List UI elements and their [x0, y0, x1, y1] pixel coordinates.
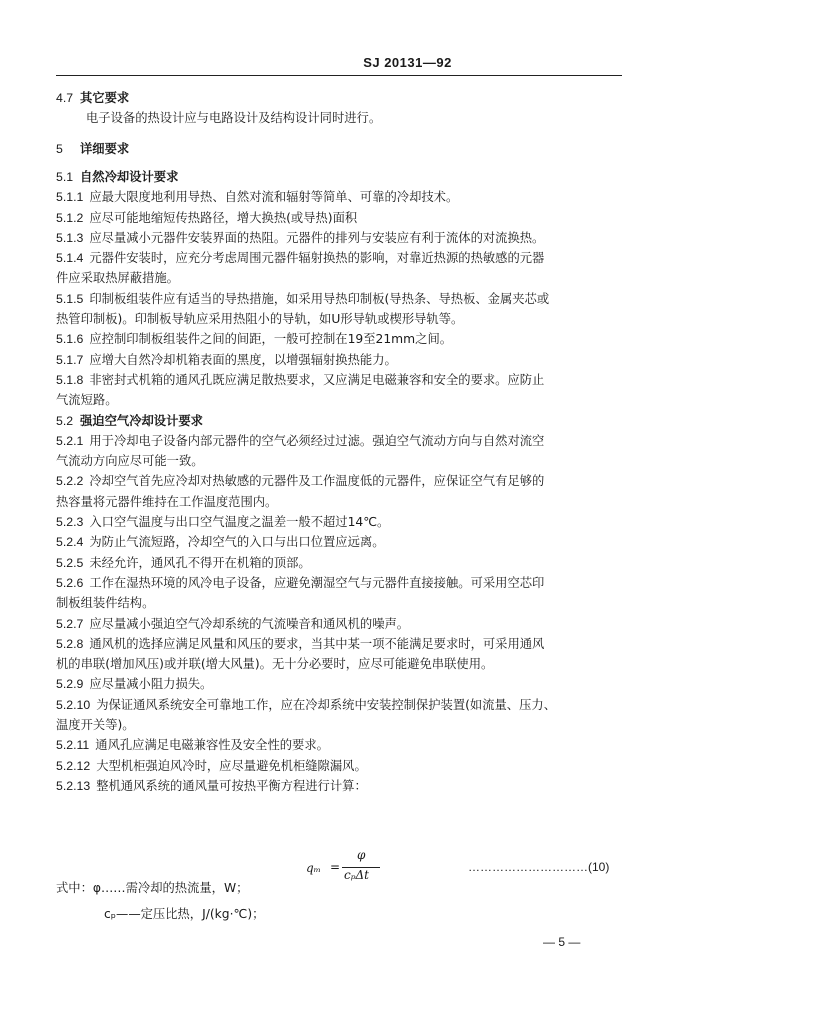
clause-number: 4.7	[56, 91, 74, 105]
clause-text: 应最大限度地利用导热、自然对流和辐射等简单、可靠的冷却技术。	[89, 190, 459, 205]
clause-number: 5.2	[56, 413, 74, 428]
clause-text: 热管印制板)。印制板导轨应采用热阻小的导轨，如U形导轨或楔形导轨等。	[56, 312, 464, 326]
formula-equals: =	[330, 860, 341, 874]
clause-number: 5.2.4	[56, 535, 84, 550]
clause-text: 应尽可能地缩短传热路径，增大换热(或导热)面积	[89, 210, 358, 225]
formula-numerator: φ	[357, 848, 366, 862]
body-line	[56, 473, 544, 489]
clause-number: 5.1	[56, 169, 74, 184]
clause-number: 5.2.2	[56, 474, 84, 489]
clause-number: 5.1.4	[56, 251, 84, 266]
page-number: — 5 —	[543, 935, 581, 949]
clause-text: 印制板组装件应有适当的导热措施，如采用导热印制板(导热条、导热板、金属夹芯或	[89, 291, 550, 306]
body-line	[56, 758, 367, 774]
body-line	[56, 433, 544, 449]
clause-text: 强迫空气冷却设计要求	[80, 413, 203, 428]
body-line	[56, 392, 118, 408]
clause-number: 5.1.8	[56, 372, 84, 387]
clause-number: 5.1.2	[56, 210, 84, 225]
clause-text: 电子设备的热设计应与电路设计及结构设计同时进行。	[86, 111, 382, 126]
body-line	[56, 291, 549, 307]
section-heading	[56, 90, 129, 106]
clause-number: 5.2.7	[56, 616, 84, 631]
body-line	[56, 778, 367, 794]
clause-text: 通风机的选择应满足风量和风压的要求，当其中某一项不能满足要求时，可采用通风	[89, 636, 545, 651]
clause-text: 件应采取热屏蔽措施。	[56, 271, 179, 286]
clause-text: 大型机柜强迫风冷时，应尽量避免机柜缝隙漏风。	[96, 758, 367, 773]
equation-number: …………………………(10)	[468, 860, 610, 874]
clause-number: 5.2.5	[56, 555, 84, 570]
body-line	[56, 270, 179, 286]
clause-number: 5.2.8	[56, 636, 84, 651]
clause-number: 5.2.13	[56, 778, 91, 793]
body-line	[56, 595, 154, 611]
body-line	[56, 737, 329, 753]
body-line	[56, 372, 544, 388]
body-line	[56, 189, 458, 205]
body-line	[56, 230, 544, 246]
clause-number: 5.2.6	[56, 575, 84, 590]
body-line	[56, 352, 397, 368]
section-heading	[56, 141, 129, 157]
body-line	[56, 697, 556, 713]
body-line	[56, 676, 212, 692]
clause-text: 冷却空气首先应冷却对热敏感的元器件及工作温度低的元器件，应保证空气有足够的	[89, 474, 545, 489]
clause-text: 用于冷却电子设备内部元器件的空气必须经过过滤。强迫空气流动方向与自然对流空	[89, 433, 545, 448]
standard-number-header: SJ 20131—92	[363, 55, 452, 70]
clause-text: 温度开关等)。	[56, 718, 135, 732]
body-line	[56, 555, 311, 571]
clause-text: 应控制印制板组装件之间的间距，一般可控制在19至21mm之间。	[89, 332, 453, 347]
clause-text: 应尽量减小阻力损失。	[89, 677, 213, 692]
body-line	[56, 616, 409, 632]
clause-number: 5	[56, 141, 63, 156]
clause-text: 通风孔应满足电磁兼容性及安全性的要求。	[95, 738, 329, 753]
body-line	[56, 210, 357, 226]
body-line	[56, 311, 463, 327]
body-line	[56, 514, 389, 530]
body-line	[56, 453, 204, 469]
clause-text: 工作在湿热环境的风冷电子设备，应避免潮湿空气与元器件直接接触。可采用空芯印	[89, 575, 545, 590]
header-rule	[56, 75, 622, 76]
clause-text: 气流动方向应尽可能一致。	[56, 454, 204, 469]
body-line	[56, 494, 277, 510]
clause-text: 未经允许，通风孔不得开在机箱的顶部。	[89, 555, 311, 570]
clause-number: 5.1.1	[56, 190, 84, 205]
body-line	[86, 110, 381, 126]
formula-lhs: qₘ	[306, 861, 322, 875]
clause-number: 5.1.3	[56, 230, 84, 245]
where-line: cₚ——定压比热，J/(kg·℃)；	[104, 907, 265, 921]
clause-text: 整机通风系统的通风量可按热平衡方程进行计算：	[96, 778, 367, 793]
clause-number: 5.2.12	[56, 758, 91, 773]
clause-text: 自然冷却设计要求	[80, 169, 179, 184]
clause-text: 为防止气流短路，冷却空气的入口与出口位置应远离。	[89, 535, 385, 550]
body-line	[56, 717, 135, 733]
body-line	[56, 534, 385, 550]
body-line	[56, 636, 544, 652]
clause-text: 热容量将元器件维持在工作温度范围内。	[56, 494, 278, 509]
clause-text: 非密封式机箱的通风孔既应满足散热要求，又应满足电磁兼容和安全的要求。应防止	[89, 372, 545, 387]
section-heading	[56, 169, 178, 185]
clause-text: 入口空气温度与出口空气温度之温差一般不超过14℃。	[89, 515, 390, 529]
clause-text: 气流短路。	[56, 393, 118, 408]
section-heading	[56, 413, 203, 429]
clause-text: 其它要求	[80, 91, 130, 105]
clause-number: 5.2.11	[56, 738, 90, 753]
clause-text: 应尽量减小元器件安装界面的热阻。元器件的排列与安装应有利于流体的对流换热。	[89, 230, 545, 245]
clause-text: 元器件安装时，应充分考虑周围元器件辐射换热的影响，对靠近热源的热敏感的元器	[89, 251, 545, 266]
clause-number: 5.2.10	[56, 697, 91, 712]
clause-number: 5.1.7	[56, 352, 84, 367]
body-line	[56, 331, 452, 347]
clause-number: 5.1.6	[56, 332, 84, 347]
clause-text: 应尽量减小强迫空气冷却系统的气流噪音和通风机的噪声。	[89, 616, 410, 631]
body-line	[56, 656, 493, 672]
clause-text: 为保证通风系统安全可靠地工作，应在冷却系统中安装控制保护装置(如流量、压力、	[96, 697, 556, 712]
clause-number: 5.1.5	[56, 291, 84, 306]
clause-text: 制板组装件结构。	[56, 596, 155, 611]
clause-text: 应增大自然冷却机箱表面的黑度，以增强辐射换热能力。	[89, 352, 397, 367]
clause-text: 机的串联(增加风压)或并联(增大风量)。无十分必要时，应尽可能避免串联使用。	[56, 657, 494, 672]
clause-number: 5.2.1	[56, 433, 84, 448]
formula-denominator: cₚΔt	[344, 868, 370, 882]
clause-number: 5.2.9	[56, 677, 84, 692]
where-line: 式中：φ……需冷却的热流量，W；	[56, 881, 249, 895]
body-line	[56, 575, 544, 591]
formula-10	[302, 848, 382, 888]
body-line	[56, 250, 544, 266]
clause-number: 5.2.3	[56, 515, 84, 529]
clause-text: 详细要求	[80, 141, 130, 156]
